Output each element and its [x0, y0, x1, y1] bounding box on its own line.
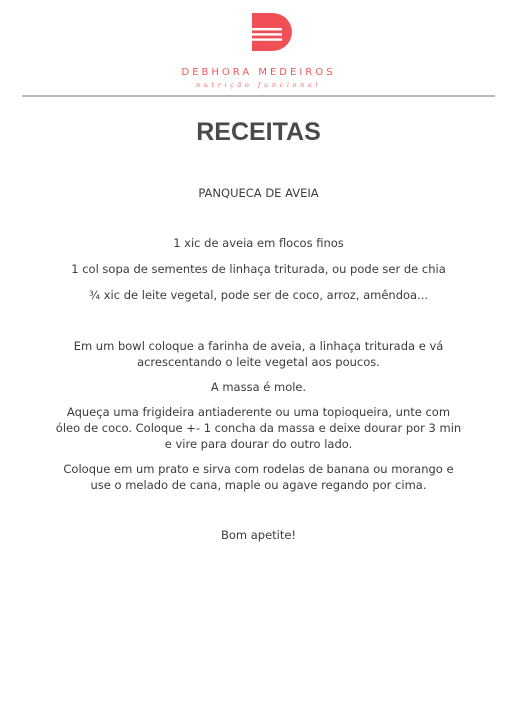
closing-text: Bom apetite!: [220, 528, 297, 542]
step-paragraph: A massa é mole.: [210, 380, 307, 394]
ingredient-item: ¾ xic de leite vegetal, pode ser de coco, arroz, amêndoa...: [88, 288, 429, 302]
ingredient-item: 1 xic de aveia em flocos finos: [173, 236, 344, 250]
recipe-name: PANQUECA DE AVEIA: [198, 186, 319, 200]
step-paragraph: Aqueça uma frigideira antiaderente ou uma topioqueira, unte com óleo de coco. Coloque +- 1 concha da massa e deixe dourar por 3 min e vire para dourar do outro lado.: [55, 405, 462, 451]
d-stripes-logo-icon: [248, 12, 296, 52]
brand-name: DEBHORA MEDEIROS: [181, 67, 336, 78]
page-title: RECEITAS: [196, 118, 321, 146]
header: [0, 0, 517, 96]
ingredient-item: 1 col sopa de sementes de linhaça triturada, ou pode ser de chia: [71, 262, 446, 276]
step-paragraph: Em um bowl coloque a farinha de aveia, a linhaça triturada e vá acrescentando o leite vegetal aos poucos.: [73, 339, 444, 369]
header-divider: [22, 95, 495, 97]
step-paragraph: Coloque em um prato e sirva com rodelas de banana ou morango e use o melado de cana, maple ou agave regando por cima.: [63, 462, 454, 492]
preparation-steps: [55, 338, 462, 502]
ingredient-list: [0, 236, 517, 314]
brand-tagline: nutrição funcional: [195, 81, 322, 89]
